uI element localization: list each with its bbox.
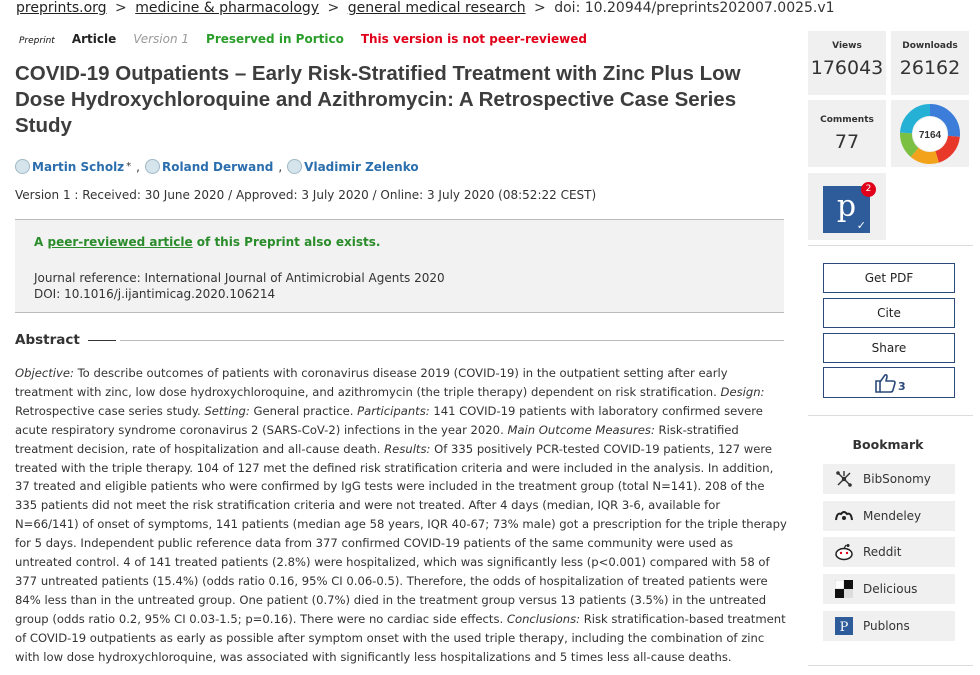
downloads-stat	[891, 31, 969, 95]
pubpeer-count-badge: 2	[861, 182, 876, 197]
abstract-header	[15, 332, 784, 348]
abstract-setting-label: Setting:	[204, 403, 250, 418]
preprint-label: Preprint	[19, 36, 55, 46]
page-title: COVID-19 Outpatients – Early Risk-Stratified Treatment with Zinc Plus Low Dose Hydroxychloroquine and Azithromycin: A Retrospective Case Series Study	[15, 62, 741, 137]
author-icon	[287, 159, 302, 174]
comments-count: 77	[834, 131, 860, 153]
cite-button[interactable]: Cite	[823, 298, 955, 328]
publons-icon	[834, 616, 854, 636]
altmetric-donut-icon	[899, 103, 961, 165]
bibsonomy-icon	[834, 469, 854, 489]
bookmark-reddit[interactable]	[823, 537, 955, 567]
abstract-conclusions: Risk stratification-based treatment of COVID-19 outpatients as early as possible after symptom onset with the used triple therapy, including the combination of zinc with low dose hydroxychloroquine, was associated with significantly less hospitalizations and 5 times less all-cause deaths.	[15, 611, 786, 664]
abstract-design-label: Design:	[720, 384, 765, 399]
thumbs-up-icon	[875, 373, 897, 393]
downloads-label: Downloads	[902, 41, 958, 51]
peer-reviewed-article-link[interactable]: peer-reviewed article	[47, 235, 193, 249]
abstract-heading: Abstract	[15, 332, 80, 348]
pubpeer-letter: p	[836, 189, 857, 224]
author-name: Roland Derwand	[162, 159, 274, 174]
peer-review-status: This version is not peer-reviewed	[360, 32, 587, 46]
author-item[interactable]	[145, 159, 273, 174]
version-label: Version 1	[133, 32, 190, 46]
breadcrumb-link-preprints[interactable]: preprints.org	[16, 0, 107, 16]
sidebar-divider	[808, 245, 973, 246]
like-button[interactable]	[823, 367, 955, 398]
altmetric-badge[interactable]	[891, 100, 969, 167]
abstract-text	[15, 364, 787, 667]
breadcrumb-doi: doi: 10.20944/preprints202007.0025.v1	[554, 0, 835, 16]
downloads-count: 26162	[899, 57, 961, 79]
comments-label: Comments	[820, 115, 874, 125]
bookmark-heading: Bookmark	[852, 437, 924, 452]
bookmark-label: Reddit	[863, 545, 902, 559]
breadcrumb-separator: >	[115, 0, 127, 16]
heading-rule	[88, 340, 116, 341]
author-name: Martin Scholz	[32, 159, 125, 174]
altmetric-score: 7164	[918, 130, 942, 141]
abstract-measures: Risk-stratified treatment decision, rate of hospitalization and all-cause death.	[15, 422, 739, 456]
views-label: Views	[832, 41, 862, 51]
corresponding-author-mark: *	[126, 161, 132, 172]
article-meta-row	[19, 32, 587, 46]
notice-prefix: A	[34, 235, 44, 249]
author-list	[15, 159, 419, 174]
author-item[interactable]	[15, 159, 131, 174]
journal-reference	[34, 270, 445, 302]
abstract-objective: To describe outcomes of patients with coronavirus disease 2019 (COVID-19) in the outpatient setting after early treatment with zinc, low dose hydroxychloroquine, and azithromycin (the triple therapy) dependent on risk stratification.	[15, 366, 728, 399]
bookmark-label: Mendeley	[863, 509, 922, 523]
abstract-results-label: Results:	[384, 441, 431, 456]
abstract-conclusions-label: Conclusions:	[506, 611, 581, 626]
author-icon	[15, 159, 30, 174]
delicious-icon	[834, 579, 854, 599]
author-icon	[145, 159, 160, 174]
svg-text:P: P	[839, 620, 849, 635]
views-count: 176043	[810, 57, 884, 79]
bookmark-delicious[interactable]	[823, 574, 955, 604]
breadcrumb	[16, 0, 835, 16]
check-icon: ✓	[856, 219, 866, 232]
abstract-results: Of 335 positively PCR-tested COVID-19 patients, 127 were treated with the triple therapy. 104 of 127 met the defined risk stratification criteria and were included in the analysis. In addition, 37 treated and eligible patients who were confirmed by IgG tests were included in the treatment group (total N=141). 208 of the 335 patients did not meet the risk stratification criteria and were not treated. After 4 days (median, IQR 3-6, available for N=66/141) of onset of symptoms, 141 patients (median age 58 years, IQR 40-67; 73% male) got a prescription for the triple therapy for 5 days. Independent public reference data from 377 confirmed COVID-19 patients of the same community were used as untreated control. 4 of 141 treated patients (2.8%) were hospitalized, which was significantly less (p<0.001) compared with 58 of 377 untreated patients (15.4%) (odds ratio 0.16, 95% CI 0.06-0.5). Therefore, the odds of hospitalization of treated patients were 84% less than in the untreated group. One patient (0.7%) died in the treatment group versus 13 patients (3.5%) in the untreated group (odds ratio 0.2, 95% CI 0.03-1.5; p=0.16). There were no cardiac side effects.	[15, 441, 787, 626]
abstract-design: Retrospective case series study.	[15, 403, 205, 418]
abstract-participants-label: Participants:	[357, 403, 430, 418]
author-item[interactable]	[287, 159, 418, 174]
breadcrumb-link-category[interactable]: medicine & pharmacology	[135, 0, 320, 16]
bookmark-bibsonomy[interactable]	[823, 464, 955, 494]
breadcrumb-link-subcategory[interactable]: general medical research	[347, 0, 526, 16]
abstract-objective-label: Objective:	[15, 366, 74, 380]
breadcrumb-separator: >	[327, 0, 340, 16]
journal-doi: DOI: 10.1016/j.ijantimicag.2020.106214	[34, 287, 276, 301]
like-count: 3	[898, 380, 906, 393]
version-history: Version 1 : Received: 30 June 2020 / Approved: 3 July 2020 / Online: 3 July 2020 (08:52:22 CEST)	[15, 188, 597, 202]
abstract-setting: General practice.	[249, 403, 358, 418]
author-name: Vladimir Zelenko	[304, 159, 419, 174]
bookmark-label: Delicious	[863, 582, 918, 596]
comments-stat[interactable]	[808, 100, 886, 167]
peer-reviewed-notice	[15, 219, 784, 313]
notice-suffix: of this Preprint also exists.	[196, 235, 381, 249]
abstract-measures-label: Main Outcome Measures:	[507, 422, 655, 437]
mendeley-icon	[834, 506, 854, 526]
share-button[interactable]: Share	[823, 333, 955, 363]
reddit-icon	[834, 542, 854, 562]
bookmark-label: Publons	[863, 619, 910, 633]
portico-status: Preserved in Portico	[206, 32, 344, 46]
journal-ref-text: Journal reference: International Journal of Antimicrobial Agents 2020	[34, 271, 445, 285]
views-stat	[808, 31, 886, 95]
sidebar-divider	[808, 415, 973, 416]
author-separator: ,	[136, 159, 140, 174]
bookmark-mendeley[interactable]	[823, 501, 955, 531]
heading-divider	[120, 340, 784, 341]
breadcrumb-separator: >	[534, 0, 546, 16]
author-separator: ,	[278, 159, 283, 174]
sidebar-divider	[808, 665, 973, 666]
peer-reviewed-text	[34, 235, 380, 249]
pubpeer-badge[interactable]	[808, 173, 886, 240]
abstract-participants: 141 COVID-19 patients with laboratory confirmed severe acute respiratory syndrome coronavirus 2 (SARS-CoV-2) infections in the year 2020.	[15, 403, 763, 437]
bookmark-publons[interactable]	[823, 611, 955, 641]
get-pdf-button[interactable]: Get PDF	[823, 263, 955, 293]
article-type: Article	[71, 32, 117, 46]
bookmark-label: BibSonomy	[863, 472, 931, 486]
